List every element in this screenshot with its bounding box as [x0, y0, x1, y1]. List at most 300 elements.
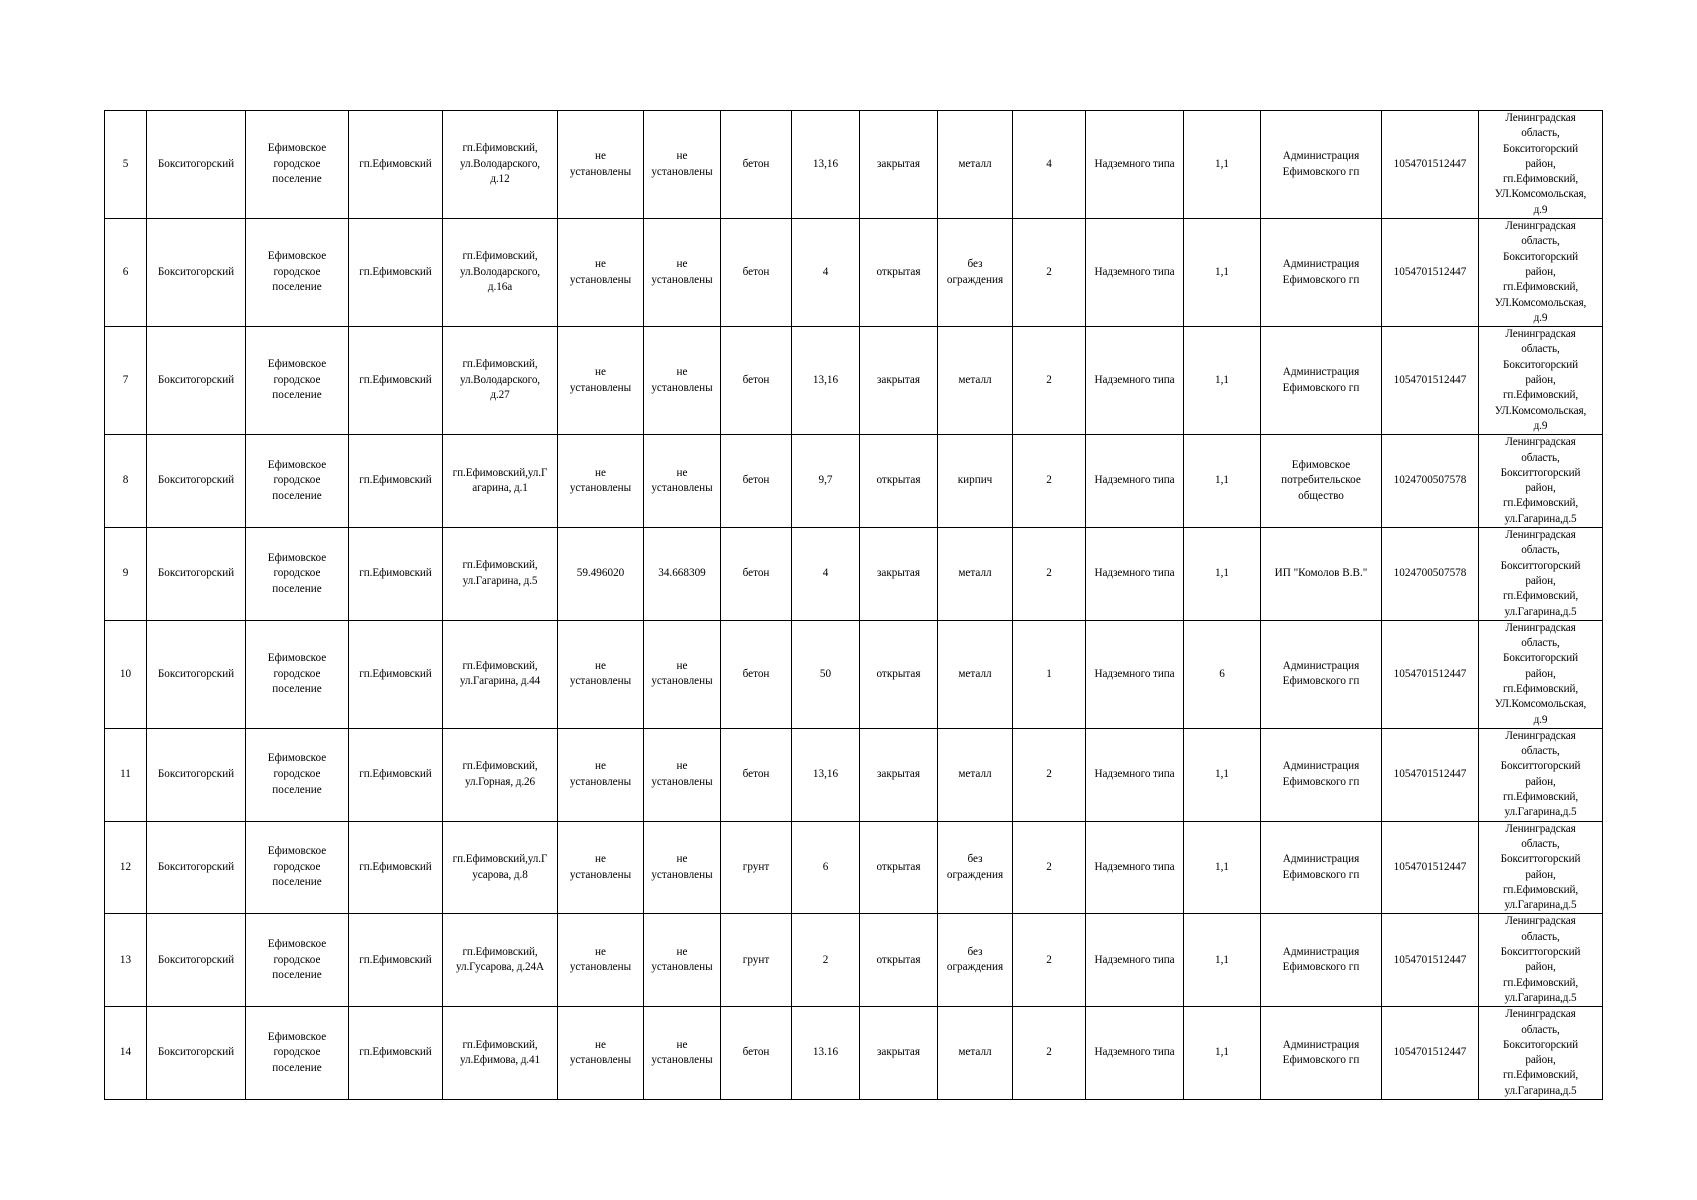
longitude-cell-text: не установлены: [651, 945, 713, 974]
site-type-cell: [860, 1007, 938, 1100]
container-type-cell-text: Надземного типа: [1094, 860, 1175, 873]
ogrn-cell: [1382, 914, 1479, 1007]
owner-cell: [1261, 435, 1382, 528]
volume-cell: [1184, 914, 1261, 1007]
owner-address-cell-text: Ленинградская область, Бокситтогорский район, гп.Ефимовский, ул.Гагарина,д.5: [1500, 915, 1581, 1004]
surface-cell: [721, 1007, 792, 1100]
area-cell-text: 13,16: [812, 373, 839, 386]
site-type-cell-text: открытая: [876, 667, 921, 680]
fence-cell-text: кирпич: [957, 474, 993, 487]
owner-address-cell: [1479, 620, 1603, 728]
container-count-cell-text: 2: [1046, 373, 1052, 386]
row-number-text: 6: [122, 265, 129, 278]
locality-cell-text: гп.Ефимовский: [359, 953, 432, 966]
site-type-cell-text: закрытая: [876, 373, 921, 386]
container-type-cell: [1086, 728, 1184, 821]
owner-address-cell: [1479, 821, 1603, 914]
volume-cell: [1184, 327, 1261, 435]
fence-cell-text: без ограждения: [946, 258, 1004, 286]
surface-cell: [721, 111, 792, 219]
owner-address-cell-text: Ленинградская область, Бокситтогорский район, гп.Ефимовский, ул.Гагарина,д.5: [1500, 729, 1581, 819]
fence-cell: [938, 728, 1013, 821]
waste-sites-table: [104, 110, 1603, 1100]
container-count-cell: [1013, 327, 1086, 435]
surface-cell-text: грунт: [742, 953, 770, 966]
latitude-cell: [558, 327, 644, 435]
latitude-cell: [558, 528, 644, 621]
district-cell-text: Бокситогорский: [157, 474, 235, 487]
table-body: [105, 111, 1603, 1100]
locality-cell-text: гп.Ефимовский: [359, 265, 432, 278]
site-type-cell-text: закрытая: [876, 157, 921, 170]
ogrn-cell-text: 1024700507578: [1393, 474, 1467, 487]
settlement-cell: [246, 1007, 349, 1100]
row-number-text: 13: [119, 953, 132, 966]
address-cell: [443, 914, 558, 1007]
container-type-cell-text: Надземного типа: [1094, 567, 1175, 580]
district-cell: [147, 528, 246, 621]
fence-cell-text: металл: [958, 157, 992, 170]
locality-cell: [349, 821, 443, 914]
locality-cell-text: гп.Ефимовский: [359, 767, 432, 780]
fence-cell: [938, 1007, 1013, 1100]
ogrn-cell-text: 1054701512447: [1393, 667, 1467, 680]
locality-cell: [349, 111, 443, 219]
locality-cell: [349, 219, 443, 327]
container-count-cell-text: 2: [1046, 265, 1052, 278]
longitude-cell-text: не установлены: [651, 366, 713, 394]
owner-cell-text: Администрация Ефимовского гп: [1282, 945, 1360, 974]
row-number: [105, 1007, 147, 1100]
ogrn-cell: [1382, 327, 1479, 435]
locality-cell: [349, 1007, 443, 1100]
latitude-cell: [558, 821, 644, 914]
container-type-cell: [1086, 327, 1184, 435]
area-cell: [792, 327, 860, 435]
container-count-cell-text: 2: [1046, 860, 1052, 873]
surface-cell-text: бетон: [742, 567, 770, 580]
fence-cell-text: без ограждения: [946, 852, 1004, 881]
container-count-cell: [1013, 821, 1086, 914]
settlement-cell-text: Ефимовское городское поселение: [267, 1030, 327, 1074]
owner-address-cell-text: Ленинградская область, Бокситтогорский район, гп.Ефимовский, ул.Гагарина,д.5: [1500, 436, 1581, 525]
fence-cell-text: без ограждения: [946, 945, 1004, 974]
area-cell-text: 13,16: [812, 157, 839, 170]
longitude-cell: [644, 111, 721, 219]
fence-cell: [938, 435, 1013, 528]
site-type-cell: [860, 821, 938, 914]
locality-cell: [349, 728, 443, 821]
district-cell-text: Бокситогорский: [157, 157, 235, 170]
area-cell-text: 4: [822, 265, 829, 278]
address-cell: [443, 327, 558, 435]
district-cell: [147, 219, 246, 327]
settlement-cell-text: Ефимовское городское поселение: [267, 651, 327, 696]
latitude-cell-text: не установлены: [569, 366, 632, 394]
row-number-text: 8: [122, 474, 129, 487]
volume-cell-text: 1,1: [1215, 567, 1229, 580]
latitude-cell: [558, 728, 644, 821]
settlement-cell: [246, 821, 349, 914]
ogrn-cell-text: 1024700507578: [1393, 567, 1467, 580]
volume-cell-text: 1,1: [1215, 1046, 1229, 1059]
surface-cell: [721, 327, 792, 435]
owner-address-cell: [1479, 327, 1603, 435]
ogrn-cell: [1382, 821, 1479, 914]
surface-cell: [721, 435, 792, 528]
district-cell: [147, 435, 246, 528]
settlement-cell: [246, 435, 349, 528]
container-type-cell: [1086, 914, 1184, 1007]
site-type-cell: [860, 528, 938, 621]
site-type-cell: [860, 435, 938, 528]
ogrn-cell: [1382, 728, 1479, 821]
surface-cell-text: бетон: [742, 1046, 770, 1059]
settlement-cell-text: Ефимовское городское поселение: [267, 752, 327, 796]
district-cell-text: Бокситогорский: [157, 767, 235, 780]
container-type-cell-text: Надземного типа: [1094, 373, 1175, 386]
row-number-text: 9: [122, 567, 129, 580]
district-cell: [147, 728, 246, 821]
site-type-cell-text: открытая: [876, 953, 921, 966]
row-number: [105, 435, 147, 528]
address-cell: [443, 728, 558, 821]
area-cell-text: 6: [822, 860, 829, 873]
ogrn-cell: [1382, 528, 1479, 621]
owner-cell-text: Администрация Ефимовского гп: [1282, 149, 1360, 178]
owner-address-cell: [1479, 528, 1603, 621]
surface-cell-text: бетон: [742, 474, 770, 487]
owner-cell-text: Администрация Ефимовского гп: [1282, 1038, 1360, 1067]
latitude-cell-text: не установлены: [569, 659, 632, 688]
table-row: [105, 914, 1603, 1007]
container-count-cell: [1013, 219, 1086, 327]
latitude-cell: [558, 435, 644, 528]
owner-address-cell: [1479, 1007, 1603, 1100]
district-cell: [147, 914, 246, 1007]
longitude-cell: [644, 914, 721, 1007]
volume-cell-text: 1,1: [1215, 767, 1229, 780]
latitude-cell-text: не установлены: [569, 852, 632, 881]
container-count-cell-text: 2: [1046, 474, 1052, 487]
row-number: [105, 728, 147, 821]
surface-cell: [721, 219, 792, 327]
area-cell: [792, 1007, 860, 1100]
container-type-cell-text: Надземного типа: [1094, 767, 1175, 780]
row-number: [105, 821, 147, 914]
fence-cell-text: металл: [958, 767, 992, 780]
container-type-cell: [1086, 111, 1184, 219]
container-count-cell: [1013, 620, 1086, 728]
container-type-cell: [1086, 435, 1184, 528]
locality-cell-text: гп.Ефимовский: [359, 667, 432, 680]
fence-cell: [938, 528, 1013, 621]
owner-cell-text: Администрация Ефимовского гп: [1282, 760, 1360, 788]
district-cell-text: Бокситогорский: [157, 1046, 235, 1059]
table-row: [105, 821, 1603, 914]
site-type-cell: [860, 111, 938, 219]
locality-cell: [349, 620, 443, 728]
latitude-cell: [558, 219, 644, 327]
address-cell-text: гп.Ефимовский, ул.Володарского, д.12: [459, 142, 541, 186]
area-cell: [792, 111, 860, 219]
settlement-cell-text: Ефимовское городское поселение: [267, 937, 327, 982]
locality-cell: [349, 435, 443, 528]
volume-cell: [1184, 728, 1261, 821]
surface-cell-text: бетон: [742, 157, 770, 170]
longitude-cell-text: не установлены: [651, 1038, 713, 1067]
volume-cell: [1184, 435, 1261, 528]
fence-cell: [938, 219, 1013, 327]
area-cell-text: 4: [822, 567, 829, 580]
owner-cell: [1261, 528, 1382, 621]
longitude-cell: [644, 219, 721, 327]
latitude-cell: [558, 111, 644, 219]
container-count-cell-text: 4: [1046, 157, 1052, 170]
district-cell-text: Бокситогорский: [157, 667, 235, 680]
document-sheet: [104, 110, 1603, 1100]
site-type-cell-text: закрытая: [876, 1046, 921, 1059]
settlement-cell-text: Ефимовское городское поселение: [267, 142, 327, 186]
volume-cell: [1184, 1007, 1261, 1100]
area-cell: [792, 821, 860, 914]
district-cell-text: Бокситогорский: [157, 860, 235, 873]
latitude-cell-text: не установлены: [569, 945, 632, 974]
container-type-cell: [1086, 528, 1184, 621]
address-cell: [443, 435, 558, 528]
surface-cell: [721, 914, 792, 1007]
longitude-cell-text: не установлены: [651, 852, 713, 881]
latitude-cell-text: не установлены: [569, 1038, 632, 1067]
latitude-cell-text: не установлены: [569, 466, 632, 495]
container-type-cell-text: Надземного типа: [1094, 157, 1175, 170]
volume-cell-text: 1,1: [1215, 157, 1229, 170]
container-count-cell: [1013, 1007, 1086, 1100]
address-cell: [443, 111, 558, 219]
row-number-text: 11: [120, 767, 131, 780]
ogrn-cell: [1382, 219, 1479, 327]
owner-cell: [1261, 728, 1382, 821]
site-type-cell: [860, 914, 938, 1007]
district-cell: [147, 111, 246, 219]
locality-cell-text: гп.Ефимовский: [359, 1046, 432, 1059]
owner-cell: [1261, 821, 1382, 914]
address-cell: [443, 1007, 558, 1100]
longitude-cell-text: не установлены: [651, 258, 713, 286]
row-number: [105, 528, 147, 621]
longitude-cell: [644, 821, 721, 914]
district-cell-text: Бокситогорский: [157, 265, 235, 278]
container-count-cell: [1013, 528, 1086, 621]
fence-cell-text: металл: [958, 373, 992, 386]
address-cell-text: гп.Ефимовский, ул.Ефимова, д.41: [460, 1038, 540, 1067]
ogrn-cell-text: 1054701512447: [1393, 1046, 1467, 1059]
address-cell-text: гп.Ефимовский, ул.Гагарина, д.5: [462, 559, 538, 587]
fence-cell-text: металл: [958, 567, 992, 580]
site-type-cell-text: закрытая: [876, 567, 921, 580]
address-cell-text: гп.Ефимовский,ул.Г усарова, д.8: [452, 852, 548, 881]
owner-address-cell-text: Ленинградская область, Бокситтогорский район, гп.Ефимовский, ул.Гагарина,д.5: [1500, 529, 1581, 618]
address-cell-text: гп.Ефимовский,ул.Г агарина, д.1: [452, 466, 548, 495]
table-row: [105, 1007, 1603, 1100]
owner-address-cell-text: Ленинградская область, Бокситтогорский район, гп.Ефимовский, ул.Гагарина,д.5: [1500, 822, 1581, 912]
row-number-text: 5: [122, 157, 129, 170]
volume-cell: [1184, 219, 1261, 327]
owner-cell: [1261, 914, 1382, 1007]
fence-cell: [938, 914, 1013, 1007]
owner-address-cell: [1479, 111, 1603, 219]
area-cell: [792, 528, 860, 621]
container-count-cell: [1013, 111, 1086, 219]
latitude-cell-text: не установлены: [569, 149, 632, 178]
row-number: [105, 620, 147, 728]
district-cell: [147, 1007, 246, 1100]
longitude-cell: [644, 728, 721, 821]
latitude-cell-text: не установлены: [569, 760, 632, 788]
surface-cell: [721, 821, 792, 914]
container-type-cell-text: Надземного типа: [1094, 265, 1175, 278]
table-row: [105, 728, 1603, 821]
table-row: [105, 111, 1603, 219]
latitude-cell-text: не установлены: [569, 258, 632, 286]
settlement-cell: [246, 111, 349, 219]
row-number-text: 7: [122, 373, 129, 386]
area-cell: [792, 435, 860, 528]
ogrn-cell-text: 1054701512447: [1393, 860, 1467, 873]
longitude-cell-text: не установлены: [651, 466, 713, 495]
longitude-cell: [644, 327, 721, 435]
container-count-cell-text: 2: [1046, 567, 1052, 580]
table-row: [105, 528, 1603, 621]
row-number: [105, 111, 147, 219]
ogrn-cell-text: 1054701512447: [1393, 265, 1467, 278]
container-type-cell-text: Надземного типа: [1094, 667, 1175, 680]
area-cell: [792, 620, 860, 728]
fence-cell: [938, 327, 1013, 435]
locality-cell: [349, 327, 443, 435]
container-type-cell: [1086, 620, 1184, 728]
fence-cell: [938, 111, 1013, 219]
locality-cell-text: гп.Ефимовский: [359, 474, 432, 487]
container-count-cell: [1013, 728, 1086, 821]
area-cell-text: 50: [819, 667, 832, 680]
ogrn-cell: [1382, 111, 1479, 219]
site-type-cell: [860, 327, 938, 435]
site-type-cell-text: открытая: [876, 265, 921, 278]
owner-cell-text: Администрация Ефимовского гп: [1282, 258, 1360, 286]
container-count-cell: [1013, 914, 1086, 1007]
settlement-cell: [246, 219, 349, 327]
address-cell: [443, 620, 558, 728]
container-type-cell-text: Надземного типа: [1094, 1046, 1175, 1059]
owner-address-cell: [1479, 914, 1603, 1007]
container-type-cell: [1086, 219, 1184, 327]
owner-address-cell-text: Ленинградская область, Бокситогорский район, гп.Ефимовский, ул.Гагарина,д.5: [1502, 1008, 1579, 1097]
ogrn-cell: [1382, 620, 1479, 728]
row-number: [105, 914, 147, 1007]
address-cell-text: гп.Ефимовский, ул.Гагарина, д.44: [459, 659, 541, 688]
volume-cell: [1184, 528, 1261, 621]
longitude-cell-text: не установлены: [651, 659, 713, 688]
surface-cell-text: грунт: [742, 860, 770, 873]
owner-address-cell-text: Ленинградская область, Бокситогорский район, гп.Ефимовский, УЛ.Комсомольская, д.9: [1494, 621, 1587, 726]
address-cell-text: гп.Ефимовский, ул.Горная, д.26: [462, 760, 538, 788]
fence-cell: [938, 620, 1013, 728]
table-row: [105, 327, 1603, 435]
longitude-cell: [644, 620, 721, 728]
longitude-cell: [644, 435, 721, 528]
area-cell: [792, 914, 860, 1007]
owner-cell: [1261, 111, 1382, 219]
locality-cell: [349, 914, 443, 1007]
owner-address-cell-text: Ленинградская область, Бокситогорский район, гп.Ефимовский, УЛ.Комсомольская, д.9: [1494, 220, 1587, 324]
settlement-cell: [246, 728, 349, 821]
locality-cell-text: гп.Ефимовский: [359, 860, 432, 873]
owner-cell-text: Ефимовское потребительское общество: [1281, 458, 1361, 502]
latitude-cell-text: 59.496020: [576, 567, 625, 580]
table-row: [105, 620, 1603, 728]
ogrn-cell-text: 1054701512447: [1393, 373, 1467, 386]
owner-address-cell-text: Ленинградская область, Бокситогорский район, гп.Ефимовский, УЛ.Комсомольская, д.9: [1494, 328, 1587, 432]
fence-cell-text: металл: [958, 1046, 992, 1059]
owner-address-cell-text: Ленинградская область, Бокситогорский район, гп.Ефимовский, УЛ.Комсомольская, д.9: [1494, 112, 1587, 216]
locality-cell-text: гп.Ефимовский: [359, 567, 432, 580]
volume-cell-text: 1,1: [1215, 953, 1229, 966]
container-type-cell-text: Надземного типа: [1094, 474, 1175, 487]
address-cell: [443, 821, 558, 914]
owner-cell: [1261, 620, 1382, 728]
container-count-cell-text: 2: [1046, 953, 1052, 966]
ogrn-cell: [1382, 1007, 1479, 1100]
ogrn-cell-text: 1054701512447: [1393, 157, 1467, 170]
surface-cell: [721, 728, 792, 821]
longitude-cell-text: 34.668309: [658, 567, 706, 580]
area-cell-text: 9,7: [818, 474, 833, 487]
fence-cell-text: металл: [958, 667, 992, 680]
ogrn-cell-text: 1054701512447: [1393, 767, 1467, 780]
container-type-cell-text: Надземного типа: [1094, 953, 1175, 966]
settlement-cell: [246, 528, 349, 621]
row-number: [105, 219, 147, 327]
area-cell-text: 13.16: [812, 1046, 839, 1059]
site-type-cell: [860, 219, 938, 327]
settlement-cell-text: Ефимовское городское поселение: [267, 458, 327, 502]
container-count-cell-text: 1: [1046, 667, 1052, 680]
owner-cell-text: Администрация Ефимовского гп: [1282, 366, 1360, 394]
surface-cell: [721, 620, 792, 728]
site-type-cell-text: закрытая: [876, 767, 921, 780]
ogrn-cell: [1382, 435, 1479, 528]
volume-cell: [1184, 821, 1261, 914]
site-type-cell-text: открытая: [876, 860, 921, 873]
container-type-cell: [1086, 821, 1184, 914]
volume-cell-text: 1,1: [1215, 860, 1229, 873]
settlement-cell-text: Ефимовское городское поселение: [267, 551, 327, 595]
ogrn-cell-text: 1054701512447: [1393, 953, 1467, 966]
district-cell: [147, 821, 246, 914]
table-row: [105, 435, 1603, 528]
longitude-cell: [644, 528, 721, 621]
latitude-cell: [558, 620, 644, 728]
volume-cell: [1184, 620, 1261, 728]
settlement-cell-text: Ефимовское городское поселение: [267, 250, 327, 294]
surface-cell-text: бетон: [742, 767, 770, 780]
address-cell-text: гп.Ефимовский, ул.Володарского, д.27: [459, 358, 541, 402]
longitude-cell: [644, 1007, 721, 1100]
volume-cell-text: 1,1: [1215, 474, 1229, 487]
owner-cell-text: Администрация Ефимовского гп: [1282, 852, 1360, 881]
district-cell-text: Бокситогорский: [157, 953, 235, 966]
